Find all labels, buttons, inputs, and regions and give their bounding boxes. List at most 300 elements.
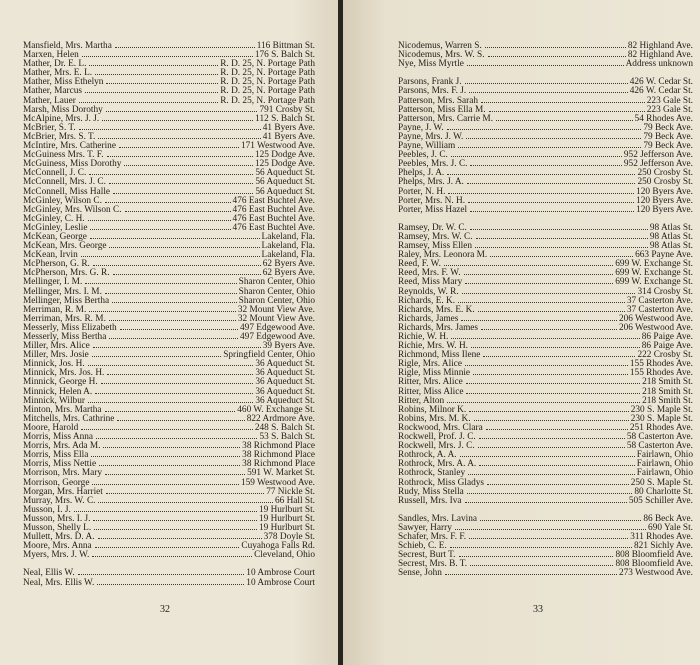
entry-address: 791 Crosby St. xyxy=(259,104,315,115)
entry-address: 19 Hurlburt St. xyxy=(258,504,315,515)
dot-leader xyxy=(95,393,253,394)
entry-address: 86 Paige Ave. xyxy=(641,332,693,342)
directory-entry xyxy=(398,206,693,215)
dot-leader xyxy=(93,520,257,521)
entry-address: 41 Byers Ave. xyxy=(262,131,315,142)
entry-address: 230 S. Maple St. xyxy=(630,404,693,415)
entry-address: Fairlawn, Ohio xyxy=(636,468,693,479)
entry-name: McGinley, Leslie xyxy=(23,222,88,233)
entry-name: McGinley, Mrs. Wilson C. xyxy=(23,204,122,215)
dot-leader xyxy=(466,138,641,139)
entry-address: 155 Rhodes Ave. xyxy=(629,368,693,379)
entry-address: 62 Byers Ave. xyxy=(262,268,315,279)
entry-name: Rothrock, Stanley xyxy=(398,468,466,479)
dot-leader xyxy=(455,529,646,530)
entry-name: Mansfield, Mrs. Martha xyxy=(23,41,112,51)
dot-leader xyxy=(470,565,613,566)
entry-address: 56 Aqueduct St. xyxy=(255,186,315,197)
entry-name: Reed, Mrs. F. W. xyxy=(398,268,461,279)
entry-address: 38 Richmond Place xyxy=(242,441,315,452)
dot-leader xyxy=(107,156,253,157)
entry-address: 426 W. Cedar St. xyxy=(629,77,693,88)
entry-name: Patterson, Miss Ella M. xyxy=(398,104,486,115)
entry-address: Sharon Center, Ohio xyxy=(238,277,315,288)
entry-name: McKean, Mrs. George xyxy=(23,241,107,252)
entry-address: 250 Crosby St. xyxy=(637,168,693,179)
entry-name: Ritter, Alton xyxy=(398,395,445,406)
dot-leader xyxy=(447,402,640,403)
entry-address: 41 Byers Ave. xyxy=(262,122,315,133)
entry-address: 808 Bloomfield Ave. xyxy=(615,559,693,570)
entry-address: Springfield Center, Ohio xyxy=(223,350,315,361)
entry-name: Merriman, Mrs. R. M. xyxy=(23,313,106,324)
dot-leader xyxy=(461,320,617,321)
entry-name: Mellinger, I. M. xyxy=(23,277,83,288)
entry-address: 36 Aqueduct St. xyxy=(255,377,315,388)
entry-name: Patterson, Mrs. Carrie M. xyxy=(398,113,494,124)
entry-address: 53 S. Balch St. xyxy=(259,432,315,443)
entry-name: Secrest, Mrs. B. T. xyxy=(398,559,468,570)
dot-leader xyxy=(470,211,634,212)
entry-name: Morgan, Mrs. Harriet xyxy=(23,486,103,497)
entry-name: Rockwell, Mrs. J. C. xyxy=(398,441,475,452)
entry-address: R. D. 25, N. Portage Path xyxy=(220,59,315,70)
entry-address: 699 W. Exchange St. xyxy=(615,268,693,279)
dot-leader xyxy=(103,447,240,448)
dot-leader xyxy=(85,92,218,93)
dot-leader xyxy=(93,347,261,348)
entry-address: 505 Schiller Ave. xyxy=(628,495,693,506)
entry-address: 808 Bloomfield Ave. xyxy=(615,550,693,561)
entry-name: Peebles, Mrs. J. C. xyxy=(398,159,468,170)
entry-name: Robins, Mrs. M. K. xyxy=(398,413,471,424)
entry-address: 58 Casterton Ave. xyxy=(626,432,693,443)
entry-address: 58 Casterton Ave. xyxy=(626,441,693,452)
dot-leader xyxy=(95,547,240,548)
entry-address: 218 Smith St. xyxy=(642,386,693,397)
entry-address: Sharon Center, Ohio xyxy=(238,295,315,306)
entry-name: Reed, Miss Mary xyxy=(398,277,463,288)
dot-leader xyxy=(480,520,641,521)
entry-name: Morris, Miss Nettie xyxy=(23,459,97,470)
dot-leader xyxy=(101,383,254,384)
entry-address: 218 Smith St. xyxy=(642,377,693,388)
dot-leader xyxy=(98,538,262,539)
dot-leader xyxy=(85,283,236,284)
entry-name: Payne, Mrs. J. W. xyxy=(398,131,464,142)
entry-address: 62 Byers Ave. xyxy=(262,259,315,270)
entry-name: Miller, Mrs. Alice xyxy=(23,341,90,352)
left-page xyxy=(0,0,340,665)
left-directory-list xyxy=(23,42,315,588)
entry-address: R. D. 25, N. Portage Path xyxy=(220,68,315,79)
dot-leader xyxy=(447,129,642,130)
dot-leader xyxy=(473,374,628,375)
dot-leader xyxy=(451,338,639,339)
entry-name: Mather, Lauer xyxy=(23,95,76,106)
entry-address: 82 Highland Ave. xyxy=(627,41,693,51)
entry-address: 476 East Buchtel Ave. xyxy=(232,213,315,224)
entry-address: 223 Gale St. xyxy=(646,95,693,106)
dot-leader xyxy=(487,484,629,485)
entry-name: Parsons, Frank J. xyxy=(398,77,462,88)
dot-leader xyxy=(489,111,645,112)
dot-leader xyxy=(469,92,627,93)
entry-address: 206 Westwood Ave. xyxy=(618,313,693,324)
entry-name: Phelps, Mrs. J. A. xyxy=(398,177,464,188)
entry-name: Musson, Shelly L. xyxy=(23,522,92,533)
dot-leader xyxy=(471,347,640,348)
dot-leader xyxy=(466,383,640,384)
entry-address: 176 S. Balch St. xyxy=(254,50,315,61)
dot-leader xyxy=(464,274,614,275)
entry-address: 206 Westwood Ave. xyxy=(618,322,693,333)
dot-leader xyxy=(466,393,640,394)
dot-leader xyxy=(109,320,236,321)
entry-name: Myers, Mrs. J. W. xyxy=(23,550,90,561)
left-page-number: 32 xyxy=(160,604,170,615)
entry-name: Schieb, C. E. xyxy=(398,541,447,552)
directory-entry xyxy=(398,569,693,578)
entry-address: 66 Hall St. xyxy=(274,495,315,506)
dot-leader xyxy=(120,329,238,330)
entry-address: 38 Richmond Place xyxy=(242,459,315,470)
entry-name: Richards, Mrs. James xyxy=(398,322,479,333)
right-page-number: 33 xyxy=(533,604,543,615)
entry-address: 98 Atlas St. xyxy=(649,222,693,233)
entry-name: Robins, Milnor K. xyxy=(398,404,467,415)
entry-address: Lakeland, Fla. xyxy=(261,231,315,242)
dot-leader xyxy=(479,465,634,466)
entry-address: 38 Richmond Place xyxy=(242,450,315,461)
entry-address: 77 Nickle St. xyxy=(266,486,315,497)
dot-leader xyxy=(470,165,621,166)
entry-address: 699 W. Exchange St. xyxy=(615,277,693,288)
entry-address: Lakeland, Fla. xyxy=(261,241,315,252)
entry-name: Mather, Miss Ethelyn xyxy=(23,77,104,88)
dot-leader xyxy=(97,584,244,585)
dot-leader xyxy=(90,238,260,239)
dot-leader xyxy=(444,265,613,266)
entry-name: Rudy, Miss Stella xyxy=(398,486,464,497)
entry-address: Fairlawn, Ohio xyxy=(636,450,693,461)
dot-leader xyxy=(465,283,613,284)
entry-name: Minnick, George H. xyxy=(23,377,98,388)
dot-leader xyxy=(107,374,253,375)
entry-name: Rigle, Mrs. Alice xyxy=(398,359,463,370)
dot-leader xyxy=(98,138,260,139)
entry-name: Morris, Miss Ella xyxy=(23,450,89,461)
entry-name: McKean, Irvin xyxy=(23,250,78,261)
dot-leader xyxy=(467,493,633,494)
entry-name: Ramsey, Miss Ellen xyxy=(398,241,473,252)
entry-address: 36 Aqueduct St. xyxy=(255,368,315,379)
dot-leader xyxy=(92,484,238,485)
entry-name: Mullett, Mrs. D. A. xyxy=(23,532,95,543)
entry-name: Payne, J. W. xyxy=(398,122,444,133)
entry-name: Nicodemus, Mrs. W. S. xyxy=(398,50,485,61)
entry-name: Porter, N. H. xyxy=(398,186,446,197)
entry-name: Musson, Mrs. I. J. xyxy=(23,513,91,524)
dot-leader xyxy=(91,456,240,457)
dot-leader xyxy=(448,193,634,194)
entry-address: 19 Hurlburt St. xyxy=(258,522,315,533)
dot-leader xyxy=(81,429,253,430)
dot-leader xyxy=(488,56,626,57)
entry-name: Patterson, Mrs. Sarah xyxy=(398,95,479,106)
entry-address: 250 S. Maple St. xyxy=(630,477,693,488)
entry-address: 112 S. Balch St. xyxy=(255,113,315,124)
dot-leader xyxy=(82,56,253,57)
entry-name: Merriman, R. M. xyxy=(23,304,87,315)
dot-leader xyxy=(483,356,635,357)
dot-leader xyxy=(496,120,633,121)
entry-address: 36 Aqueduct St. xyxy=(255,359,315,370)
dot-leader xyxy=(106,83,218,84)
entry-name: Ritter, Miss Alice xyxy=(398,386,464,397)
dot-leader xyxy=(486,429,628,430)
dot-leader xyxy=(485,47,626,48)
entry-name: Messerly, Miss Elizabeth xyxy=(23,322,117,333)
dot-leader xyxy=(95,74,218,75)
dot-leader xyxy=(74,511,257,512)
right-page xyxy=(343,0,700,665)
entry-name: Rockwood, Mrs. Clara xyxy=(398,422,483,433)
entry-name: Mitchells, Mrs. Cathrine xyxy=(23,413,115,424)
entry-address: 218 Smith St. xyxy=(642,395,693,406)
entry-name: Moore, Harold xyxy=(23,422,79,433)
entry-name: McBrier, Mrs. S. T. xyxy=(23,131,96,142)
dot-leader xyxy=(106,493,264,494)
dot-leader xyxy=(81,256,260,257)
directory-entry xyxy=(398,60,693,69)
entry-address: 311 Rhodes Ave. xyxy=(630,532,693,543)
dot-leader xyxy=(94,529,257,530)
entry-address: 39 Byers Ave. xyxy=(262,341,315,352)
entry-name: Minnick, Helen A. xyxy=(23,386,93,397)
entry-name: Morris, Miss Anna xyxy=(23,432,93,443)
entry-name: Richards, Mrs. E. K. xyxy=(398,304,475,315)
entry-name: McBrier, S. T. xyxy=(23,122,76,133)
entry-address: Cuyahoga Falls Rd. xyxy=(241,541,315,552)
entry-address: 223 Gale St. xyxy=(646,104,693,115)
entry-name: Minton, Mrs. Martha xyxy=(23,404,102,415)
entry-name: Morrison, Mrs. Mary xyxy=(23,468,103,479)
entry-address: 120 Byers Ave. xyxy=(636,204,693,215)
dot-leader xyxy=(96,438,257,439)
dot-leader xyxy=(474,420,629,421)
entry-name: Nye, Miss Myrtle xyxy=(398,59,464,70)
dot-leader xyxy=(469,538,628,539)
entry-address: 476 East Buchtel Ave. xyxy=(232,222,315,233)
dot-leader xyxy=(92,356,221,357)
entry-address: 116 Bittman St. xyxy=(256,41,315,51)
entry-name: Morris, Mrs. Ada M. xyxy=(23,441,101,452)
directory-entry xyxy=(23,551,315,560)
entry-name: Richie, Mrs. W. H. xyxy=(398,341,468,352)
dot-leader xyxy=(88,402,253,403)
entry-name: Mellinger, Mrs. I. M. xyxy=(23,286,102,297)
dot-leader xyxy=(98,502,272,503)
dot-leader xyxy=(92,556,252,557)
entry-address: 56 Aqueduct St. xyxy=(255,168,315,179)
entry-address: R. D. 25, N. Portage Path xyxy=(220,77,315,88)
dot-leader xyxy=(124,165,253,166)
entry-name: Morrison, George xyxy=(23,477,90,488)
dot-leader xyxy=(462,293,636,294)
dot-leader xyxy=(450,547,632,548)
entry-name: Porter, Miss Hazel xyxy=(398,204,468,215)
dot-leader xyxy=(109,183,253,184)
dot-leader xyxy=(109,247,259,248)
entry-address: 32 Mount View Ave. xyxy=(237,313,315,324)
dot-leader xyxy=(465,365,628,366)
entry-address: 79 Beck Ave. xyxy=(643,141,693,152)
entry-name: McKean, George xyxy=(23,231,87,242)
dot-leader xyxy=(115,47,255,48)
entry-name: Richards, James xyxy=(398,313,459,324)
dot-leader xyxy=(112,302,237,303)
dot-leader xyxy=(458,147,641,148)
entry-name: McGuiness, Miss Dorothy xyxy=(23,159,122,170)
entry-address: 32 Mount View Ave. xyxy=(237,304,315,315)
entry-address: 222 Crosby St. xyxy=(637,350,693,361)
dot-leader xyxy=(125,211,231,212)
entry-address: 10 Ambrose Court xyxy=(246,577,315,588)
dot-leader xyxy=(475,247,648,248)
entry-address: 171 Westwood Ave. xyxy=(240,141,315,152)
entry-address: 690 Yale St. xyxy=(648,522,693,533)
dot-leader xyxy=(465,502,627,503)
dot-leader xyxy=(479,438,625,439)
entry-address: 497 Edgewood Ave. xyxy=(240,322,315,333)
dot-leader xyxy=(89,311,236,312)
dot-leader xyxy=(79,129,261,130)
entry-name: McIntire, Mrs. Catherine xyxy=(23,141,116,152)
dot-leader xyxy=(113,193,253,194)
entry-address: 36 Aqueduct St. xyxy=(255,395,315,406)
entry-name: Minnick, Jos. H. xyxy=(23,359,85,370)
entry-address: 952 Jefferson Ave. xyxy=(623,159,693,170)
entry-address: 37 Casterton Ave. xyxy=(626,295,693,306)
entry-name: Miller, Mrs. Josie xyxy=(23,350,89,361)
entry-address: 476 East Buchtel Ave. xyxy=(232,195,315,206)
dot-leader xyxy=(90,229,230,230)
entry-name: Ramsey, Mrs. W. C. xyxy=(398,231,473,242)
entry-name: McPherson, Mrs. G. R. xyxy=(23,268,110,279)
entry-address: Sharon Center, Ohio xyxy=(238,286,315,297)
entry-address: 497 Edgewood Ave. xyxy=(240,332,315,342)
dot-leader xyxy=(447,174,635,175)
entry-address: 79 Beck Ave. xyxy=(643,131,693,142)
entry-name: Parsons, Mrs. F. J. xyxy=(398,86,467,97)
dot-leader xyxy=(451,156,622,157)
entry-name: Ritter, Mrs. Alice xyxy=(398,377,463,388)
entry-name: Sense, John xyxy=(398,568,442,579)
entry-name: Richards, E. K. xyxy=(398,295,456,306)
entry-address: 952 Jefferson Ave. xyxy=(623,150,693,161)
entry-name: Richie, W. H. xyxy=(398,332,449,342)
dot-leader xyxy=(481,329,617,330)
entry-address: 251 Rhodes Ave. xyxy=(629,422,693,433)
entry-name: McConnell, J. C. xyxy=(23,168,87,179)
dot-leader xyxy=(119,147,239,148)
entry-name: Minnick, Wilbur xyxy=(23,395,85,406)
dot-leader xyxy=(470,229,648,230)
entry-address: 86 Paige Ave. xyxy=(641,341,693,352)
entry-name: Mellinger, Miss Bertha xyxy=(23,295,110,306)
entry-address: Cleveland, Ohio xyxy=(254,550,315,561)
dot-leader xyxy=(88,220,231,221)
directory-entry xyxy=(23,579,315,588)
dot-leader xyxy=(102,120,253,121)
entry-address: 378 Doyle St. xyxy=(263,532,315,543)
right-directory-list xyxy=(398,42,693,579)
entry-address: 54 Rhodes Ave. xyxy=(634,113,693,124)
entry-address: 426 W. Cedar St. xyxy=(629,86,693,97)
entry-address: 98 Atlas St. xyxy=(649,231,693,242)
entry-name: McGinley, Wilson C. xyxy=(23,195,102,206)
entry-name: Ramsey, Dr. W. C. xyxy=(398,222,467,233)
entry-name: Nicodemus, Warren S. xyxy=(398,41,482,51)
dot-leader xyxy=(467,183,636,184)
dot-leader xyxy=(105,202,231,203)
dot-leader xyxy=(105,411,236,412)
dot-leader xyxy=(490,256,633,257)
entry-name: Russell, Mrs. Iva xyxy=(398,495,462,506)
entry-address: Lakeland, Fla. xyxy=(261,250,315,261)
dot-leader xyxy=(109,338,238,339)
entry-name: Rigle, Miss Minnie xyxy=(398,368,471,379)
entry-name: Rothrock, Mrs. A. A. xyxy=(398,459,477,470)
entry-address: Address unknown xyxy=(625,59,693,70)
dot-leader xyxy=(105,293,237,294)
entry-name: Neal, Ellis W. xyxy=(23,568,75,579)
entry-name: Sawyer, Harry xyxy=(398,522,452,533)
dot-leader xyxy=(481,102,645,103)
entry-address: 19 Hurlburt St. xyxy=(258,513,315,524)
entry-address: 36 Aqueduct St. xyxy=(255,386,315,397)
entry-name: Rothrock, A. A. xyxy=(398,450,457,461)
dot-leader xyxy=(106,111,258,112)
entry-address: 86 Beck Ave. xyxy=(643,513,693,524)
dot-leader xyxy=(469,411,629,412)
entry-name: Schafer, Mrs. F. F. xyxy=(398,532,467,543)
entry-name: Reed, F. W. xyxy=(398,259,441,270)
entry-name: Payne, William xyxy=(398,141,456,152)
entry-address: 82 Highland Ave. xyxy=(627,50,693,61)
dot-leader xyxy=(467,65,624,66)
entry-address: 460 W. Exchange St. xyxy=(237,404,315,415)
entry-name: Sandles, Mrs. Lavina xyxy=(398,513,478,524)
entry-name: Secrest, Burt T. xyxy=(398,550,456,561)
entry-address: 79 Beck Ave. xyxy=(643,122,693,133)
entry-name: Rockwell, Prof. J. C. xyxy=(398,432,476,443)
entry-address: 125 Dodge Ave. xyxy=(255,159,315,170)
dot-leader xyxy=(460,456,635,457)
entry-address: 822 Ardmore Ave. xyxy=(246,413,315,424)
entry-name: Minnick, Mrs. Jos. H. xyxy=(23,368,105,379)
dot-leader xyxy=(458,302,625,303)
entry-address: 699 W. Exchange St. xyxy=(615,259,693,270)
dot-leader xyxy=(468,202,634,203)
dot-leader xyxy=(445,574,617,575)
entry-address: 314 Crosby St. xyxy=(637,286,693,297)
dot-leader xyxy=(93,265,261,266)
entry-name: Mather, Marcus xyxy=(23,86,83,97)
dot-leader xyxy=(478,311,625,312)
dot-leader xyxy=(117,420,244,421)
